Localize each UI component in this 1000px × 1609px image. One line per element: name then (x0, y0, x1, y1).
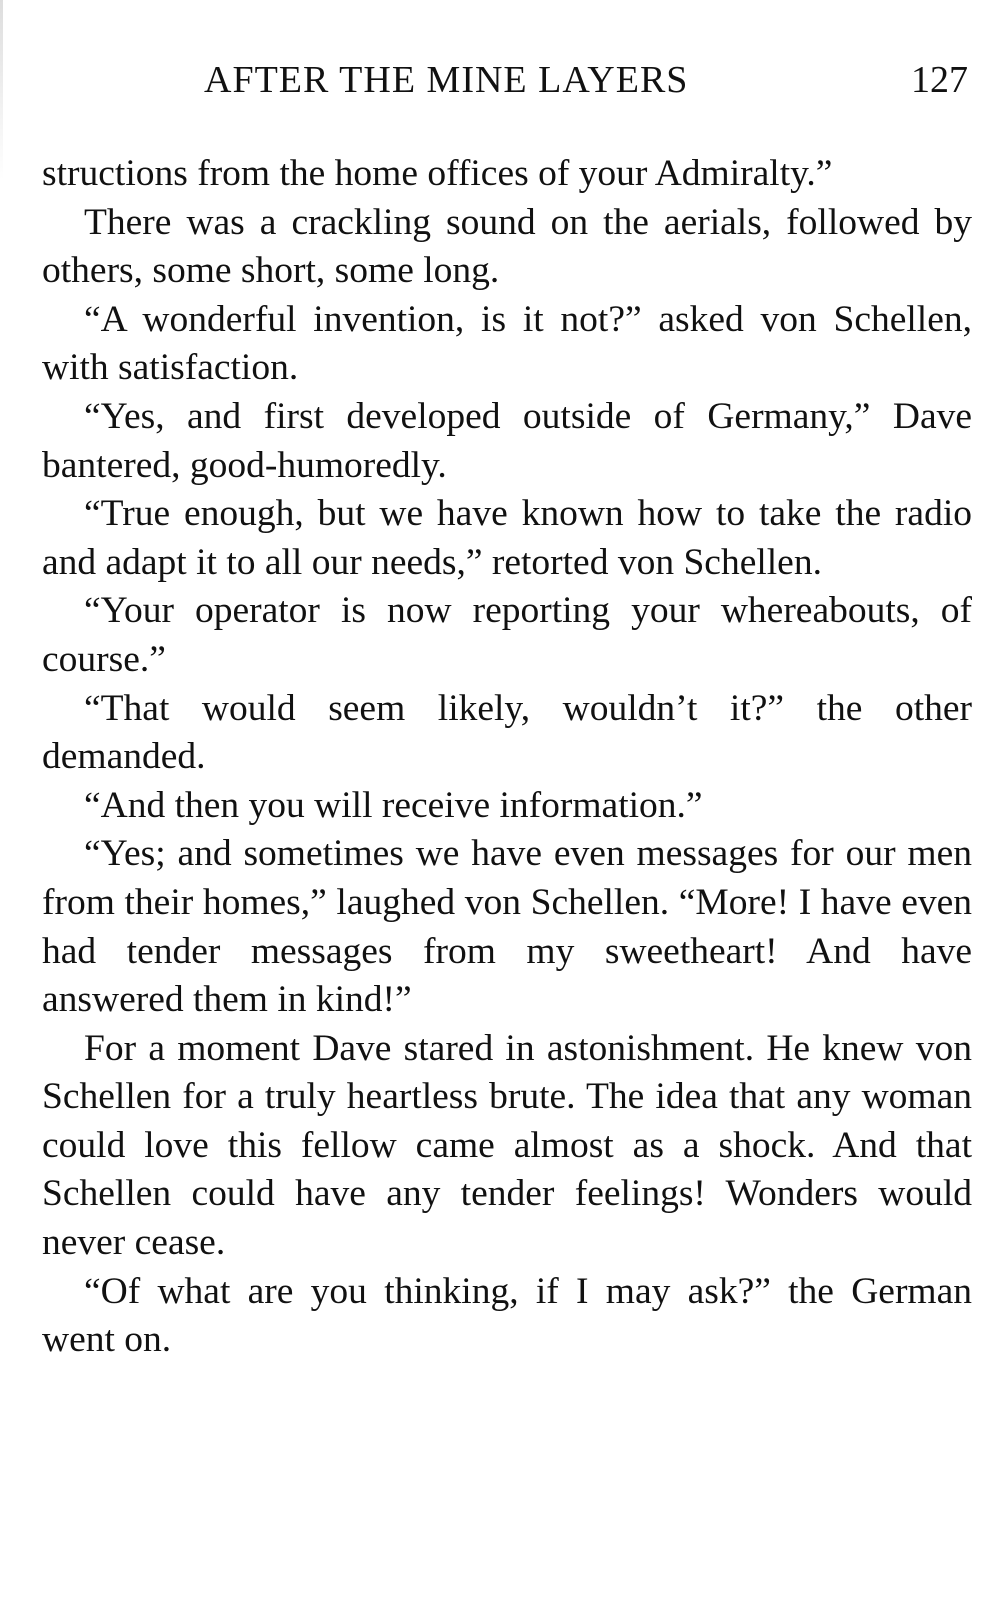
paragraph: “True enough, but we have known how to take the radio and adapt it to all our needs,” retorted von Schellen. (42, 493, 972, 583)
paragraph: For a moment Dave stared in astonishment. He knew von Schellen for a truly heartless brute. The idea that any woman could love this fellow came almost as a shock. And that Schellen could have any tender feelings! Wonders would never cease. (42, 1027, 972, 1264)
paragraph: There was a crackling sound on the aerials, followed by others, some short, some long. (42, 201, 972, 292)
paragraph: “That would seem likely, wouldn’t it?” the other demanded. (42, 687, 972, 778)
page-number: 127 (911, 59, 968, 101)
body-text (42, 150, 972, 1365)
paragraph: “And then you will receive information.” (84, 784, 703, 826)
running-head (0, 52, 1000, 112)
paragraph: “Yes, and first developed outside of Germany,” Dave bantered, good-humoredly. (42, 395, 972, 486)
paragraph: “A wonderful invention, is it not?” asked von Schellen, with satisfaction. (42, 298, 972, 389)
paragraph: “Of what are you thinking, if I may ask?” the German went on. (42, 1270, 972, 1361)
paragraph: “Yes; and sometimes we have even messages for our men from their homes,” laughed von Schellen. “More! I have even had tender messages from my sweetheart! And have answered them in kind!” (42, 833, 972, 1021)
paragraph: “Your operator is now reporting your whereabouts, of course.” (42, 590, 972, 680)
running-title: AFTER THE MINE LAYERS (204, 59, 689, 101)
paragraph-continued: structions from the home offices of your Admiralty.” (42, 153, 833, 194)
